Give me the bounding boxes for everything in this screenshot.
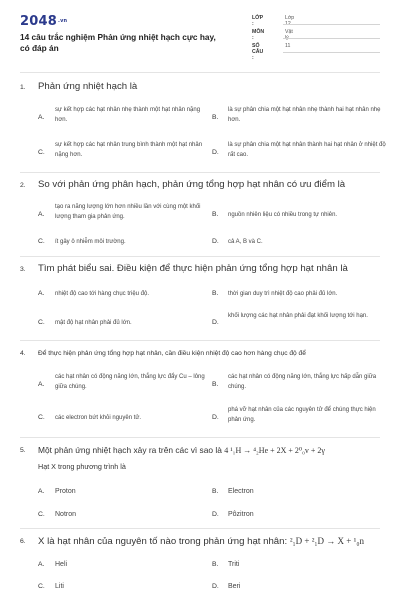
- option-d-letter[interactable]: D.: [212, 238, 219, 245]
- meta-class-key: LỚP :: [252, 15, 263, 27]
- question-number: 3.: [20, 266, 26, 273]
- meta-count-value: 11: [285, 43, 291, 49]
- option-b-text[interactable]: các hạt nhân có động năng lớn, thắng lực hấp dẫn giữa chúng.: [228, 374, 377, 390]
- meta-subject-value: Vật lý: [285, 29, 293, 41]
- meta-class-value: Lớp 12: [285, 15, 295, 27]
- section-divider: [20, 340, 380, 341]
- logo-suffix: .vn: [57, 18, 68, 24]
- option-b-text[interactable]: thời gian duy trì nhiệt độ cao phải đủ lớn.: [228, 291, 338, 297]
- option-c-text[interactable]: mật độ hạt nhân phải đủ lớn.: [55, 320, 132, 326]
- option-d-text[interactable]: Beri: [228, 583, 241, 590]
- option-c-letter[interactable]: C.: [38, 149, 45, 156]
- question-number: 5.: [20, 447, 26, 454]
- option-b-letter[interactable]: B.: [212, 561, 219, 568]
- option-c-letter[interactable]: C.: [38, 583, 45, 590]
- section-divider: [20, 528, 380, 529]
- section-divider: [20, 437, 380, 438]
- option-c-text[interactable]: Liti: [55, 583, 64, 590]
- question-note: Hạt X trong phương trình là: [38, 462, 126, 471]
- option-c-letter[interactable]: C.: [38, 319, 45, 326]
- reaction-formula: 4 ¹₁H → ⁴₂He + 2X + 2⁰₀v + 2γ: [224, 446, 325, 455]
- option-a-text[interactable]: Proton: [55, 488, 76, 495]
- meta-underline: [283, 38, 380, 39]
- option-d-text[interactable]: Pôzitron: [228, 511, 254, 518]
- question-text: Phản ứng nhiệt hạch là: [38, 81, 138, 92]
- reaction-formula: ²₁D + ²₁D → X + ¹₀n: [289, 536, 364, 546]
- question-number: 6.: [20, 538, 26, 545]
- option-a-letter[interactable]: A.: [38, 381, 45, 388]
- option-c-text[interactable]: ít gây ô nhiễm môi trường.: [55, 239, 126, 245]
- meta-subject-key: MÔN :: [252, 29, 265, 41]
- section-divider: [20, 172, 380, 173]
- question-number: 1.: [20, 84, 26, 91]
- option-b-text[interactable]: là sự phân chia một hạt nhân nhẹ thành hai hạt nhân nhẹ hơn.: [228, 107, 381, 123]
- document-title: 14 câu trắc nghiệm Phản ứng nhiệt hạch cực hay, có đáp án: [20, 32, 216, 53]
- document-header: [0, 0, 400, 70]
- meta-underline: [283, 24, 380, 25]
- option-a-text[interactable]: nhiệt độ cao tới hàng chục triệu độ.: [55, 291, 149, 297]
- question-text: X là hạt nhân của nguyên tố nào trong phản ứng hạt nhân:: [38, 536, 288, 547]
- option-c-letter[interactable]: C.: [38, 414, 45, 421]
- option-a-text[interactable]: tạo ra năng lượng lớn hơn nhiều lần với cùng một khối lượng tham gia phản ứng.: [55, 204, 201, 220]
- option-b-text[interactable]: Electron: [228, 488, 254, 495]
- option-b-letter[interactable]: B.: [212, 114, 219, 121]
- option-a-text[interactable]: Heli: [55, 561, 68, 568]
- option-a-text[interactable]: sự kết hợp các hạt nhân nhẹ thành một hạt nhân nặng hơn.: [55, 107, 201, 123]
- option-d-letter[interactable]: D.: [212, 414, 219, 421]
- question-text-line: [38, 536, 383, 547]
- question-text-line: [38, 445, 383, 456]
- section-divider: [20, 256, 380, 257]
- section-divider: [20, 72, 380, 73]
- option-d-text[interactable]: phá vỡ hạt nhân của các nguyên tử để chúng thực hiện phản ứng.: [228, 407, 376, 423]
- question-text: Để thực hiện phản ứng tổng hợp hạt nhân, cần điều kiện nhiệt độ cao hơn hàng chục độ để: [38, 350, 306, 357]
- option-d-text[interactable]: cả A, B và C.: [228, 239, 263, 245]
- option-a-letter[interactable]: A.: [38, 114, 45, 121]
- logo-main: 2048: [20, 14, 57, 29]
- option-d-letter[interactable]: D.: [212, 319, 219, 326]
- question-text: Một phản ứng nhiệt hạch xảy ra trên các vì sao là: [38, 445, 222, 455]
- meta-count-key: SỐ CÂU :: [252, 43, 264, 61]
- option-a-letter[interactable]: A.: [38, 488, 45, 495]
- meta-underline: [283, 52, 380, 53]
- option-b-letter[interactable]: B.: [212, 290, 219, 297]
- option-b-letter[interactable]: B.: [212, 488, 219, 495]
- option-c-letter[interactable]: C.: [38, 511, 45, 518]
- option-a-letter[interactable]: A.: [38, 561, 45, 568]
- option-d-text[interactable]: là sự phân chia một hạt nhân thành hai hạt nhân ở nhiệt độ rất cao.: [228, 142, 386, 158]
- option-a-text[interactable]: các hạt nhân có động năng lớn, thắng lực đẩy Cu – lông giữa chúng.: [55, 374, 205, 390]
- question-number: 4.: [20, 350, 26, 357]
- option-c-text[interactable]: Notron: [55, 511, 77, 518]
- option-a-letter[interactable]: A.: [38, 290, 45, 297]
- option-a-letter[interactable]: A.: [38, 211, 45, 218]
- option-d-text[interactable]: khối lượng các hạt nhân phải đạt khối lượng tới hạn.: [228, 313, 368, 319]
- option-c-text[interactable]: sự kết hợp các hạt nhân trung bình thành một hạt nhân nặng hơn.: [55, 142, 203, 158]
- question-text: So với phản ứng phân hạch, phản ứng tổng hợp hạt nhân có ưu điểm là: [38, 179, 346, 190]
- option-b-letter[interactable]: B.: [212, 381, 219, 388]
- option-b-letter[interactable]: B.: [212, 211, 219, 218]
- option-c-letter[interactable]: C.: [38, 238, 45, 245]
- option-d-letter[interactable]: D.: [212, 511, 219, 518]
- option-b-text[interactable]: Triti: [228, 561, 240, 568]
- option-d-letter[interactable]: D.: [212, 149, 219, 156]
- question-text: Tìm phát biểu sai. Điều kiện để thực hiện phản ứng tổng hợp hạt nhân là: [38, 263, 348, 274]
- option-c-text[interactable]: các electron bứt khỏi nguyên tử.: [55, 415, 142, 421]
- option-b-text[interactable]: nguồn nhiên liệu có nhiều trong tự nhiên.: [228, 212, 338, 218]
- question-number: 2.: [20, 182, 26, 189]
- option-d-letter[interactable]: D.: [212, 583, 219, 590]
- site-logo[interactable]: [20, 14, 67, 29]
